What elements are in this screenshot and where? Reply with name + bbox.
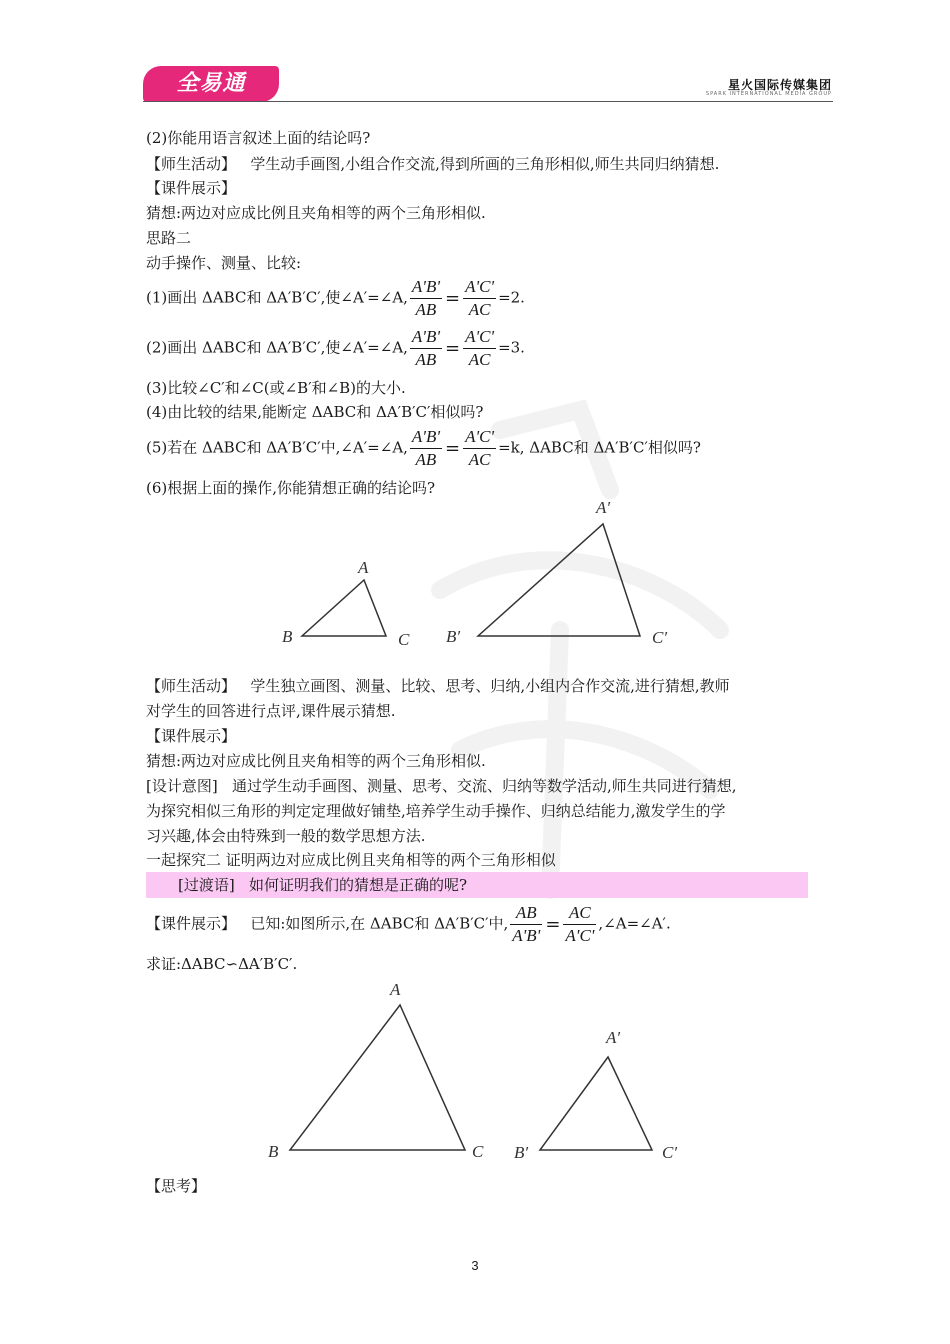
label-c-prime: C′	[662, 1143, 678, 1162]
label-b-prime: B′	[514, 1143, 529, 1162]
fraction-ab-ratio: $\frac{A'B'}{AB}$	[411, 277, 440, 319]
triangle-a2b2c2-large	[478, 524, 640, 636]
activity-tag: 【师生活动】	[146, 155, 237, 173]
figure-2-triangles	[260, 975, 700, 1170]
given-line	[146, 902, 671, 947]
text-line-19: 习兴趣,体会由特殊到一般的数学思想方法.	[146, 827, 426, 845]
label-a: A	[390, 980, 401, 999]
courseware-tag-2: 【课件展示】	[146, 727, 237, 745]
label-b: B	[268, 1142, 279, 1161]
step-1-value: =2.	[498, 288, 525, 307]
fraction-ab-ratio: $\frac{A'B'}{AB}$	[411, 327, 440, 369]
publisher-name: 星火国际传媒集团	[727, 78, 832, 92]
page-number: 3	[471, 1258, 479, 1273]
equals-sign: =	[444, 437, 461, 459]
label-b: B	[282, 627, 293, 646]
text-line-1: (2)你能用语言叙述上面的结论吗?	[146, 129, 371, 147]
label-a-prime: A′	[596, 498, 611, 517]
transition-tag: [过渡语]	[178, 876, 235, 894]
label-a: A	[358, 558, 369, 577]
transition-line	[178, 875, 467, 895]
given-text: 已知:如图所示,在 ΔABC和 ΔA′B′C′中,	[250, 914, 509, 933]
triangle-a2b2c2-small	[540, 1057, 652, 1150]
text-line-14: 对学生的回答进行点评,课件展示猜想.	[146, 702, 396, 720]
given-angle: ,∠A=∠A′.	[598, 914, 671, 933]
activity-text: 学生独立画图、测量、比较、思考、归纳,小组内合作交流,进行猜想,教师	[250, 677, 730, 695]
explore-two-heading: 一起探究二 证明两边对应成比例且夹角相等的两个三角形相似	[146, 851, 556, 869]
label-b-prime: B′	[446, 627, 461, 646]
text-line-13	[146, 676, 730, 696]
text-line-6: 动手操作、测量、比较:	[146, 254, 302, 272]
fraction-ac-ratio: $\frac{A'C'}{AC}$	[465, 327, 495, 369]
fraction-ac-ratio: $\frac{A'C'}{AC}$	[465, 277, 495, 319]
step-5	[146, 426, 701, 471]
design-intent-tag: [设计意图]	[146, 777, 218, 795]
equals-sign: =	[444, 337, 461, 359]
activity-text: 学生动手画图,小组合作交流,得到所画的三角形相似,师生共同归纳猜想.	[250, 155, 720, 173]
text-line-18: 为探究相似三角形的判定定理做好铺垫,培养学生动手操作、归纳总结能力,激发学生的学	[146, 802, 726, 820]
prove-line: 求证:ΔABC∽ΔA′B′C′.	[146, 955, 298, 973]
design-intent-line	[146, 776, 737, 796]
fraction-ac-ratio: $\frac{A'C'}{AC}$	[465, 427, 495, 469]
conjecture-1: 猜想:两边对应成比例且夹角相等的两个三角形相似.	[146, 204, 486, 222]
step-5-text: (5)若在 ΔABC和 ΔA′B′C′中,∠A′=∠A,	[146, 438, 408, 457]
label-c: C	[398, 630, 410, 649]
step-4: (4)由比较的结果,能断定 ΔABC和 ΔA′B′C′相似吗?	[146, 403, 484, 421]
courseware-tag-3: 【课件展示】	[146, 914, 237, 933]
fraction-ac-over-a2c2: $\frac{AC}{A'C'}$	[565, 903, 595, 945]
activity-tag: 【师生活动】	[146, 677, 237, 695]
triangle-abc-large	[290, 1005, 465, 1150]
label-c-prime: C′	[652, 628, 668, 647]
equals-sign: =	[444, 287, 461, 309]
fraction-ab-over-a2b2: $\frac{AB}{A'B'}$	[512, 903, 541, 945]
figure-1-triangles	[270, 495, 690, 655]
think-tag: 【思考】	[146, 1177, 207, 1195]
transition-text: 如何证明我们的猜想是正确的呢?	[249, 876, 468, 894]
text-line-2	[146, 154, 719, 174]
step-5-tail: =k, ΔABC和 ΔA′B′C′相似吗?	[498, 438, 701, 457]
brand-logo: 全易通	[143, 66, 279, 102]
publisher-english: SPARK INTERNATIONAL MEDIA GROUP	[705, 91, 832, 97]
fraction-ab-ratio: $\frac{A'B'}{AB}$	[411, 427, 440, 469]
step-2-value: =3.	[498, 338, 525, 357]
step-6: (6)根据上面的操作,你能猜想正确的结论吗?	[146, 479, 436, 497]
step-2-text: (2)画出 ΔABC和 ΔA′B′C′,使∠A′=∠A,	[146, 338, 408, 357]
label-c: C	[472, 1142, 484, 1161]
step-2	[146, 326, 525, 371]
design-intent-text: 通过学生动手画图、测量、思考、交流、归纳等数学活动,师生共同进行猜想,	[232, 777, 737, 795]
courseware-tag-1: 【课件展示】	[146, 179, 237, 197]
step-3: (3)比较∠C′和∠C(或∠B′和∠B)的大小.	[146, 379, 406, 397]
step-1	[146, 276, 525, 321]
label-a-prime: A′	[606, 1028, 621, 1047]
conjecture-2: 猜想:两边对应成比例且夹角相等的两个三角形相似.	[146, 752, 486, 770]
step-1-text: (1)画出 ΔABC和 ΔA′B′C′,使∠A′=∠A,	[146, 288, 408, 307]
triangle-abc-small	[302, 580, 386, 636]
header-divider	[143, 101, 833, 102]
idea-two-heading: 思路二	[146, 229, 192, 247]
equals-sign: =	[545, 913, 561, 935]
